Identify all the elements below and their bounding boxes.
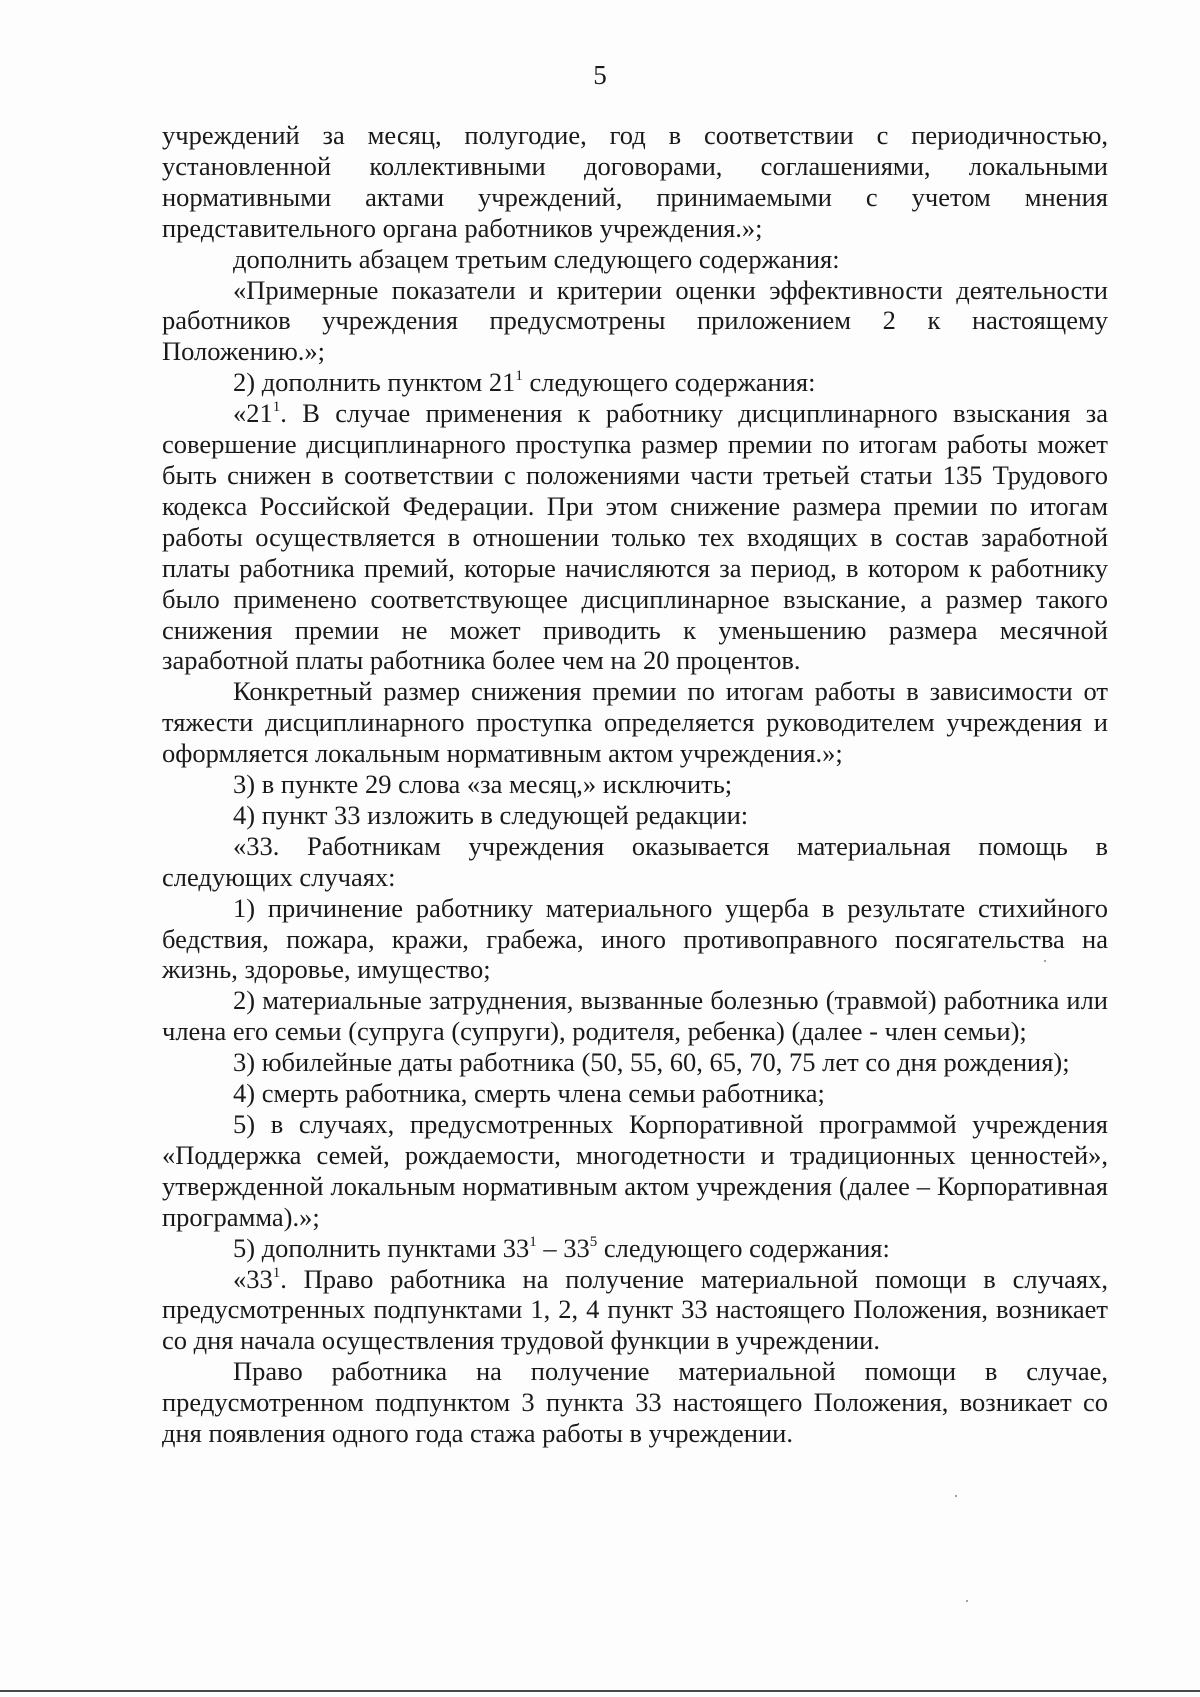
superscript: 1 — [515, 368, 523, 385]
text-fragment: следующего содержания: — [597, 1232, 890, 1263]
text-fragment: следующего содержания: — [522, 367, 816, 398]
paragraph-reduction-size: Конкретный размер снижения премии по итогам работы в зависимости от тяжести дисциплинарного проступка определяется руководителем учреждения и оформляется локальным нормативным актом учреждения.»; — [162, 676, 1108, 769]
text-fragment: . Право работника на получение материальной помощи в случаях, предусмотренных подпунктами 1, 2, 4 пункт 33 настоящего Положения, возникает со дня начала осуществления трудовой функции в учреждении. — [162, 1263, 1108, 1356]
list-item-case-3: 3) юбилейные даты работника (50, 55, 60, 65, 70, 75 лет со дня рождения); — [233, 1047, 1070, 1078]
list-item-case-1: 1) причинение работнику материального ущерба в результате стихийного бедствия, пожара, кражи, грабежа, иного противоправного посягательства на жизнь, здоровье, имущество; — [162, 892, 1108, 985]
text-fragment: – 33 — [536, 1232, 590, 1263]
text-fragment: «33 — [233, 1263, 273, 1294]
paragraph-item-21-1 — [162, 398, 1108, 676]
paragraph-right-one-year: Право работника на получение материальной помощи в случае, предусмотренном подпунктом 3 пункта 33 настоящего Положения, возникает со дня появления одного года стажа работы в учреждении. — [162, 1356, 1108, 1449]
scan-speck — [966, 1600, 968, 1602]
paragraph-continuation: учреждений за месяц, полугодие, год в соответствии с периодичностью, установленной коллективными договорами, соглашениями, локальными нормативными актами учреждений, принимаемыми с учетом мнения представительного органа работников учреждения.»; — [162, 120, 1108, 243]
page-bottom-edge — [0, 1690, 1200, 1692]
superscript: 1 — [529, 1233, 537, 1250]
paragraph-item-33: «33. Работникам учреждения оказывается материальная помощь в следующих случаях: — [162, 830, 1108, 892]
paragraph-item-33-new-edition: 4) пункт 33 изложить в следующей редакции: — [233, 799, 749, 830]
paragraph-add-items-33-1-33-5 — [162, 1233, 1108, 1264]
superscript: 5 — [589, 1233, 598, 1250]
text-fragment: . В случае применения к работнику дисциплинарного взыскания за совершение дисциплинарного проступка размер премии по итогам работы может быть снижен в соответствии с положениями части третьей статьи 135 Трудового кодекса Российской Федерации. При этом снижение размера премии по итогам работы осуществляется в отношении только тех входящих в состав заработной платы работника премий, которые начисляются за период, в котором к работнику было применено соответствующее дисциплинарное взыскание, а размер такого снижения премии не может приводить к уменьшению размера месячной заработной платы работника более чем на 20 процентов. — [162, 398, 1108, 676]
list-item-case-5: 5) в случаях, предусмотренных Корпоративной программой учреждения «Поддержка семей, рождаемости, многодетности и традиционных ценностей», утвержденной локальным нормативным актом учреждения (далее – Корпоративная программа).»; — [162, 1109, 1108, 1232]
list-item-case-4: 4) смерть работника, смерть члена семьи работника; — [233, 1078, 825, 1109]
page-number: 5 — [593, 60, 607, 90]
text-fragment: 5) дополнить пунктами 33 — [233, 1232, 530, 1263]
list-item-case-2: 2) материальные затруднения, вызванные болезнью (травмой) работника или члена его семьи (супруга (супруги), родителя, ребенка) (далее - член семьи); — [162, 985, 1108, 1047]
paragraph-add-item-21-1 — [162, 367, 1108, 398]
document-body — [162, 120, 1108, 1449]
paragraph-item-29: 3) в пункте 29 слова «за месяц,» исключить; — [233, 769, 733, 800]
superscript: 1 — [272, 399, 281, 416]
superscript: 1 — [272, 1264, 281, 1281]
paragraph-add-third-abzats: дополнить абзацем третьим следующего содержания: — [233, 243, 840, 274]
paragraph-sample-indicators: «Примерные показатели и критерии оценки эффективности деятельности работников учреждения предусмотрены приложением 2 к настоящему Положению.»; — [162, 274, 1108, 367]
text-fragment: «21 — [233, 398, 273, 429]
paragraph-item-33-1 — [162, 1264, 1108, 1357]
scan-speck — [955, 1495, 957, 1497]
text-fragment: 2) дополнить пунктом 21 — [233, 367, 516, 398]
scan-speck — [1044, 960, 1046, 962]
